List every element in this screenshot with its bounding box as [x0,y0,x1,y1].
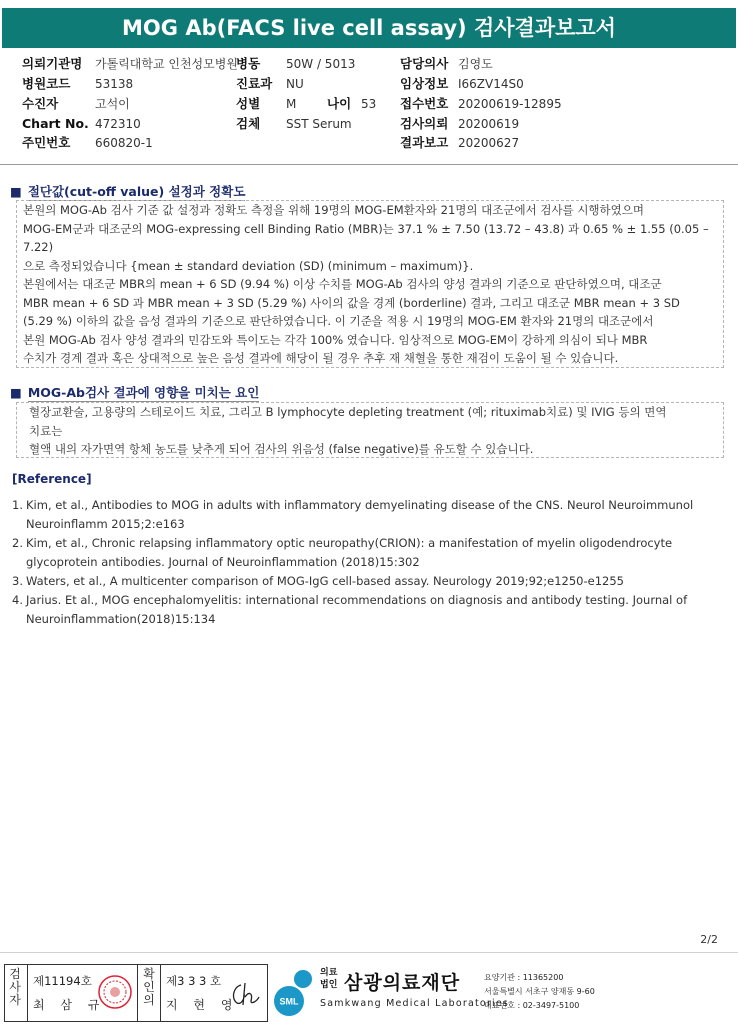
section-factors-line: 혈액 내의 자가면역 항체 농도를 낮추게 되어 검사의 위음성 (false negative)를 유도할 수 있습니다. [29,442,534,456]
reference-line: Jarius. Et al., MOG encephalomyelitis: international recommendations on diagnosis and antibody testing. Journal of [26,593,688,607]
organization-name: 삼광의료재단 [344,972,461,994]
reference-line: Waters, et al., A multicenter comparison of MOG-IgG cell-based assay. Neurology 2019;92;e1250-e1255 [26,574,624,588]
report-date-value: 20200627 [458,136,520,150]
reference-number: 4. [12,593,23,607]
section-cutoff-line: 본원 MOG-Ab 검사 양성 결과의 민감도와 특이도는 각각 100% 였습니다. 임상적으로 MOG-EM이 강하게 의심이 되나 MBR [23,332,648,347]
reference-item [12,591,712,629]
section-cutoff-heading [10,182,245,200]
organization-english-name: Samkwang Medical Laboratories [320,998,510,1009]
sex-label: 성별 [236,96,261,111]
institution-value: 가톨릭대학교 인천성모병원 [95,57,238,71]
doctor-label: 담당의사 [400,56,449,71]
section-cutoff-line: 본원의 MOG-Ab 검사 기준 값 설정과 정확도 측정을 위해 19명의 MOG-EM환자와 21명의 대조군에서 검사를 시행하였으며 [23,203,644,217]
report-date-label: 결과보고 [400,135,449,150]
reference-item [12,534,712,572]
section-factors-title: MOG-Ab검사 결과에 영향을 미치는 요인 [27,385,260,400]
receipt-no-value: 20200619-12895 [458,97,562,111]
specimen-label: 검체 [236,116,261,131]
logo-text: SML [279,996,299,1007]
examinee-label: 수진자 [22,96,59,111]
section-cutoff-line: 본원에서는 대조군 MBR의 mean + 6 SD (9.94 %) 이상 수치를 MOG-Ab 검사의 양성 결과의 기준으로 판단하였으며, 대조군 [23,277,662,291]
section-factors-heading [10,383,259,401]
reference-item [12,572,712,591]
ward-value: 50W / 5013 [286,57,356,71]
signature-box [4,964,268,1022]
reference-number: 3. [12,574,23,588]
reference-line: Kim, et al., Chronic relapsing inflammatory optic neuropathy(CRION): a manifestation of myelin oligodendrocyte [26,536,673,550]
receipt-no-label: 접수번호 [400,96,449,111]
report-title: MOG Ab(FACS live cell assay) 검사결과보고서 [2,8,736,48]
tester-label: 검 사 자 [9,967,21,1007]
section-cutoff-line: 으로 측정되었습니다 {mean ± standard deviation (SD) (minimum – maximum)}. [23,258,474,273]
square-bullet-icon: ■ [10,184,22,199]
section-factors-box [16,402,724,458]
hospital-code-label: 병원코드 [22,76,71,91]
ward-label: 병동 [236,56,261,71]
header-divider [0,164,738,165]
signature-divider [137,965,138,1021]
chart-no-value: 472310 [95,117,141,131]
organization-phone: 대표번호 : 02-3497-5100 [484,1001,580,1010]
sex-value: M [286,97,297,111]
section-factors-line: 치료는 [29,423,63,438]
official-seal-icon [97,974,133,1010]
signature-divider [160,965,161,1021]
sml-logo-icon [272,967,318,1017]
resident-no-label: 주민번호 [22,135,71,150]
org-prefix-top: 의료 [320,968,338,978]
reference-line: Neuroinflammation(2018)15:134 [26,612,216,626]
signature-divider [27,965,28,1021]
section-cutoff-title: 절단값(cut-off value) 설정과 정확도 [27,184,246,199]
examinee-value: 고석이 [95,97,130,111]
institution-label: 의뢰기관명 [22,56,83,71]
confirmer-name: 지 현 영 [166,998,239,1012]
handwritten-signature-icon [227,979,261,1009]
doctor-value: 김영도 [458,57,493,71]
chart-no-label: Chart No. [22,116,89,131]
section-cutoff-line: (5.29 %) 이하의 값을 음성 결과의 기준으로 판단하였습니다. 이 기준을 적용 시 19명의 MOG-EM 환자와 21명의 대조군에서 [23,314,654,328]
reference-number: 1. [12,498,23,512]
section-cutoff-line: 수치가 경계 결과 혹은 상대적으로 높은 음성 결과에 해당이 될 경우 추후 재 채혈을 통한 재검이 도움이 될 수 있습니다. [23,351,619,365]
confirmer-license: 제3 3 3 호 [166,974,222,988]
organization-code: 요양기관 : 11365200 [484,973,564,982]
organization-address: 서울특별시 서초구 양재동 9-60 [484,987,595,996]
reference-item [12,496,712,534]
section-cutoff-box [16,200,724,368]
patient-info-panel [0,50,738,165]
age-value: 53 [361,97,377,111]
footer-divider [0,952,738,953]
clinical-info-value: I66ZV14S0 [458,77,524,91]
reference-line: Kim, et al., Antibodies to MOG in adults with inflammatory demyelinating disease of the CNS. Neurol Neuroimmunol [26,498,694,512]
reference-list [12,496,712,629]
section-cutoff-line: 7.22) [23,240,54,254]
resident-no-value: 660820-1 [95,136,153,150]
org-prefix-bottom: 법인 [320,980,338,990]
reference-line: glycoprotein antibodies. Journal of Neuroinflammation (2018)15:302 [26,555,420,569]
section-cutoff-line: MOG-EM군과 대조군의 MOG-expressing cell Binding Ratio (MBR)는 37.1 % ± 7.50 (13.72 – 43.8) 과 0.65 % ± 1.55 (0.05 – [23,221,709,236]
reference-line: Neuroinflamm 2015;2:e163 [26,517,185,531]
request-date-value: 20200619 [458,117,520,131]
age-label: 나이 [327,96,352,111]
department-label: 진료과 [236,76,273,91]
tester-license: 제11194호 [33,974,92,988]
square-bullet-icon: ■ [10,385,22,400]
confirmer-label: 확 인 의 [143,967,155,1007]
footer [0,964,738,1026]
specimen-value: SST Serum [286,117,352,131]
request-date-label: 검사의뢰 [400,116,449,131]
clinical-info-label: 임상정보 [400,76,449,91]
page-number: 2/2 [700,933,718,946]
tester-name: 최 삼 규 [33,998,106,1012]
section-cutoff-line: MBR mean + 6 SD 과 MBR mean + 3 SD (5.29 %) 사이의 값을 경계 (borderline) 결과, 그리고 대조군 MBR mean + 3 SD [23,295,680,310]
reference-heading: [Reference] [12,472,92,486]
hospital-code-value: 53138 [95,77,134,91]
reference-number: 2. [12,536,23,550]
department-value: NU [286,77,304,91]
section-factors-line: 혈장교환술, 고용량의 스테로이드 치료, 그리고 B lymphocyte depleting treatment (예; rituximab치료) 및 IVIG 등의 면역 [29,405,667,419]
